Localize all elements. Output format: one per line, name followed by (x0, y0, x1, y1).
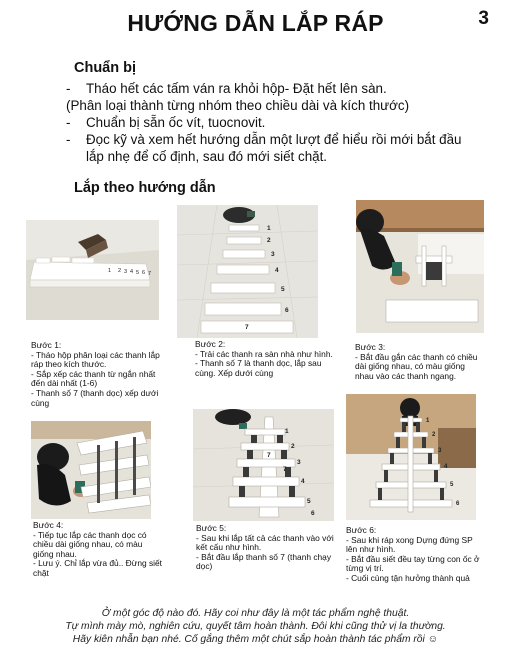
prep-line-text: (Phân loại thành từng nhóm theo chiều dài và kích thước) (66, 98, 410, 113)
photo-label: 2 (267, 237, 271, 244)
step-name: Bước 3: (355, 342, 386, 352)
photo-label: 4 (301, 478, 305, 485)
step-line: - Trải các thanh ra sàn nhà như hình. (195, 348, 333, 359)
photo-label: 1 (285, 428, 289, 435)
photo-label: 6 (285, 307, 289, 314)
step-line: - Sắp xếp các thanh từ ngắn nhất đến dài nhất (1-6) (31, 368, 156, 389)
step-1-illustration (26, 220, 159, 320)
photo-label: 5 (136, 270, 140, 276)
photo-label: 4 (444, 464, 448, 470)
step-2-photo (177, 205, 318, 338)
photo-label: 2 (291, 443, 295, 450)
step-4-photo (31, 421, 151, 519)
step-line: - Tháo hộp phân loại các thanh lắp ráp theo kích thước. (31, 349, 160, 370)
step-name: Bước 1: (31, 340, 62, 350)
step-4-caption (33, 521, 163, 579)
step-1-caption (31, 341, 169, 408)
photo-label: 4 (275, 267, 279, 274)
footer-note (0, 607, 511, 646)
photo-label: 7 (283, 466, 287, 473)
step-6-illustration (346, 394, 476, 520)
prep-dash: - (66, 81, 71, 96)
photo-label: 6 (142, 270, 146, 276)
prep-line-text: Chuẩn bị sẵn ốc vít, tuocnovit. (86, 115, 266, 130)
photo-label: 5 (307, 498, 311, 505)
step-6-photo (346, 394, 476, 520)
prep-dash: - (66, 115, 71, 130)
photo-label: 3 (297, 459, 301, 466)
step-name: Bước 4: (33, 520, 64, 530)
step-line: - Tiếp tục lắp các thanh dọc có chiều dài giống nhau, có màu giống nhau. (33, 529, 147, 559)
step-name: Bước 2: (195, 339, 226, 349)
footer-line: Tự mình mày mò, nghiên cứu, quyết tâm hoàn thành. Đôi khi cũng thử vị la thường. (65, 621, 446, 632)
photo-label: 2 (118, 268, 122, 274)
photo-label: 5 (281, 286, 285, 293)
step-line: - Sau khi lắp tất cả các thanh vào với kết cấu như hình. (196, 532, 334, 553)
step-line: - Bắt đầu gắn các thanh có chiều dài giống nhau, có màu giống nhau vào các thanh ngang. (355, 351, 478, 381)
photo-label: 7 (267, 452, 271, 459)
photo-label: 6 (311, 510, 315, 517)
step-5-photo (193, 409, 334, 521)
step-line: - Thanh số 7 là thanh dọc, lắp sau cùng. Xếp dưới cùng (195, 358, 322, 378)
photo-label: 6 (456, 501, 460, 507)
photo-label: 3 (124, 269, 128, 275)
photo-label: 1 (426, 418, 430, 424)
step-line: - Bắt đầu siết đều tay từng con ốc ở từng vị trí. (346, 553, 480, 574)
step-1-photo (26, 220, 159, 320)
step-line: - Thanh số 7 (thanh dọc) xếp dưới cùng (31, 387, 159, 408)
prep-line-text: Tháo hết các tấm ván ra khỏi hộp- Đặt hết lên sàn. (86, 81, 387, 96)
prep-line-4 (66, 131, 478, 165)
photo-label: 2 (432, 432, 436, 438)
photo-label: 4 (130, 269, 134, 275)
step-2-illustration (177, 205, 318, 338)
step-3-caption (355, 343, 485, 381)
prep-line-text: Đọc kỹ và xem hết hướng dẫn một lượt để hiểu rồi mới bắt đầu lắp nhẹ để cố định, sau đó mới siết chặt. (86, 132, 462, 164)
prep-line-3 (66, 114, 478, 131)
step-6-caption (346, 526, 481, 584)
photo-label: 1 (267, 225, 271, 232)
page-number: 3 (478, 8, 489, 29)
step-4-illustration (31, 421, 151, 519)
prep-dash: - (66, 132, 71, 147)
step-name: Bước 5: (196, 523, 227, 533)
step-line: - Bắt đầu lắp thanh số 7 (thanh chạy dọc) (196, 551, 332, 572)
step-line: - Sau khi ráp xong Dựng đứng SP lên như hình. (346, 534, 473, 555)
step-5-illustration (193, 409, 334, 521)
prep-heading: Chuẩn bị (74, 60, 137, 76)
photo-label: 7 (245, 324, 249, 331)
photo-label: 3 (271, 251, 275, 258)
step-line: - Lưu ý. Chỉ lắp vừa đủ.. Đừng siết chặt (33, 558, 163, 578)
photo-label: 1 (108, 268, 112, 274)
footer-line: Hãy kiên nhẫn bạn nhé. Cố gắng thêm một chút sắp hoàn thành tác phẩm rồi ☺ (72, 634, 439, 645)
page-title: HƯỚNG DẪN LẮP RÁP (127, 10, 384, 36)
photo-label: 3 (438, 448, 442, 454)
assembly-heading: Lắp theo hướng dẫn (74, 180, 216, 196)
step-3-photo (356, 200, 484, 333)
step-2-caption (195, 340, 335, 378)
photo-label: 7 (148, 271, 152, 277)
step-3-illustration (356, 200, 484, 333)
photo-label: 5 (450, 482, 454, 488)
prep-list (66, 80, 478, 165)
prep-line-2 (66, 97, 478, 114)
footer-line: Ở một góc độ nào đó. Hãy coi như đây là một tác phẩm nghệ thuật. (101, 608, 410, 619)
step-name: Bước 6: (346, 525, 377, 535)
step-line: - Cuối cùng tận hưởng thành quả (346, 572, 470, 583)
prep-line-1 (66, 80, 478, 97)
step-5-caption (196, 524, 336, 572)
